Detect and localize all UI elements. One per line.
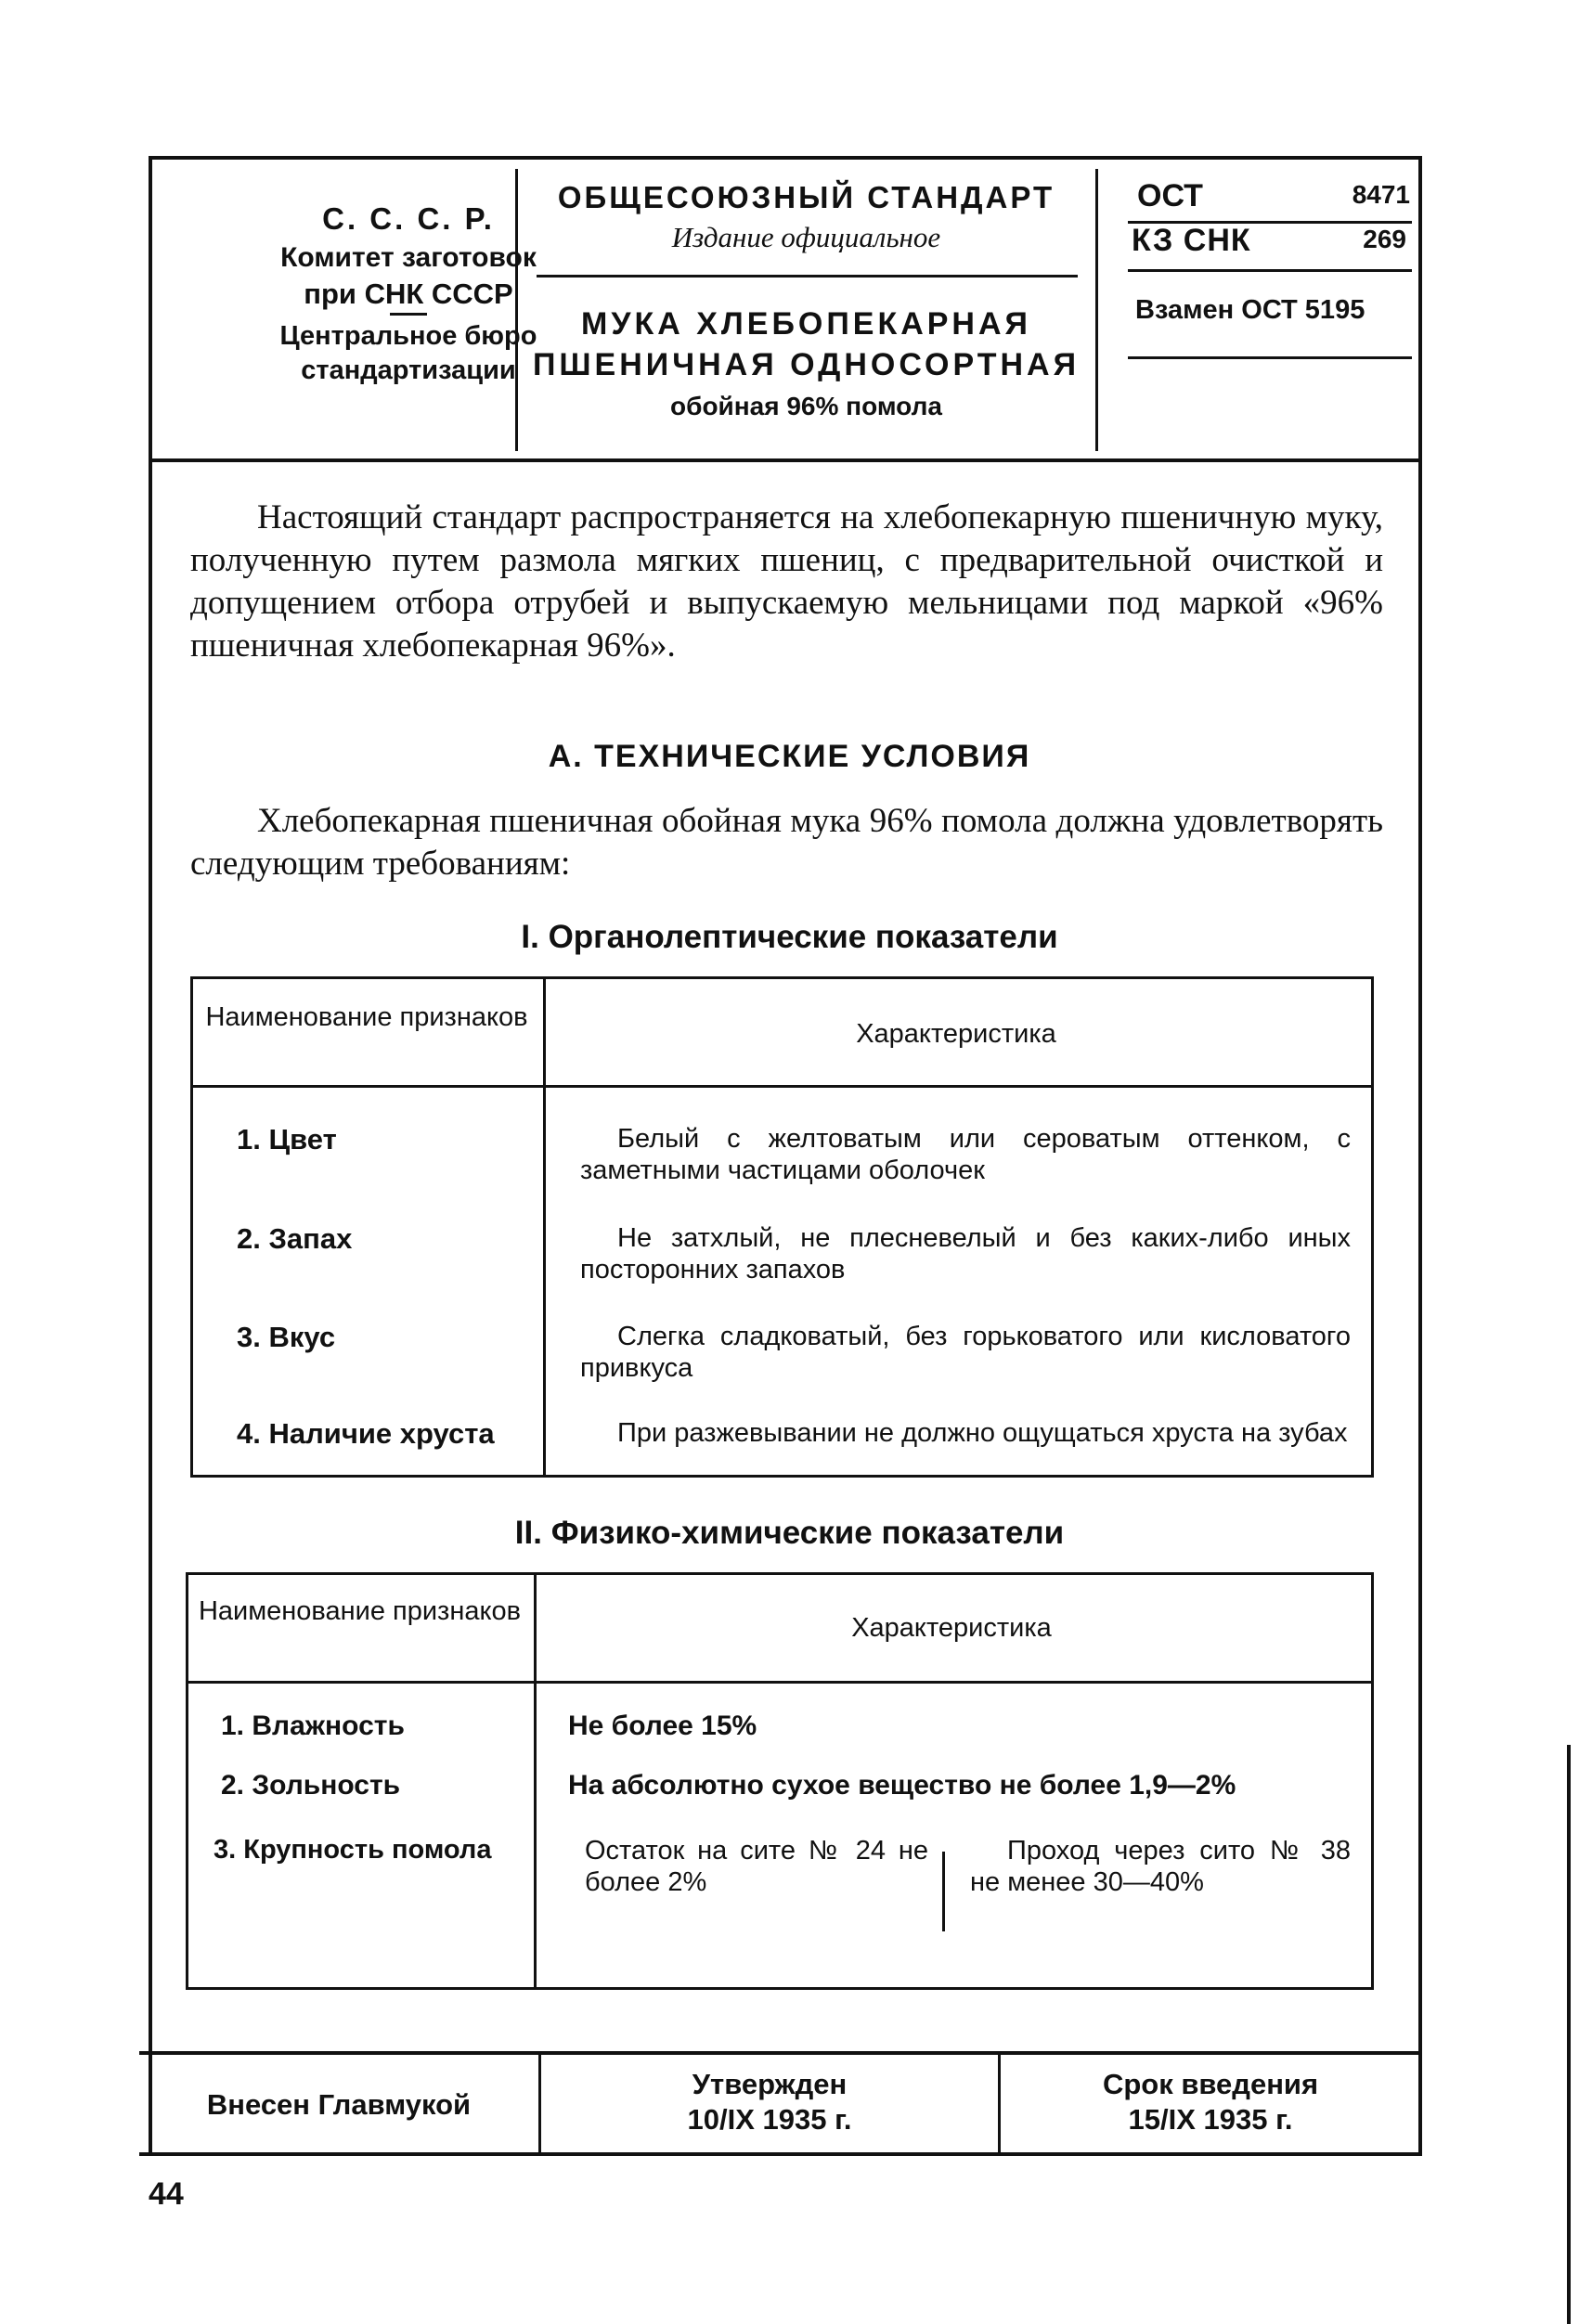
org-dash — [390, 313, 427, 316]
replaces-standard: Взамен ОСТ 5195 — [1135, 295, 1365, 325]
table1-border-left — [190, 979, 193, 1475]
requirements-text: Хлебопекарная пшеничная обойная мука 96% помола должна удовлетворять следующим требованиям: — [190, 802, 1383, 883]
table-row-name: 1. Влажность — [221, 1711, 405, 1741]
table-row-name: 3. Крупность помола — [214, 1835, 492, 1865]
table-row-desc-left: Остаток на сите № 24 не более 2% — [585, 1836, 928, 1897]
table2-header-rule — [186, 1681, 1374, 1684]
standard-code-block — [1119, 160, 1416, 466]
standard-separator — [537, 275, 1078, 278]
product-name-line3: обойная 96% помола — [670, 392, 942, 420]
org-bureau: Центральное бюро — [279, 321, 537, 351]
effective-label: Срок введения — [1102, 2068, 1319, 2100]
page-number: 44 — [149, 2176, 184, 2212]
ost-label: ОСТ — [1137, 178, 1203, 213]
approved-label: Утвержден — [692, 2068, 848, 2100]
table1-col1-header: Наименование признаков — [205, 1002, 528, 1032]
org-council: при СНК СССР — [304, 278, 513, 310]
header-divider-right — [1095, 169, 1098, 451]
approval-footer — [139, 2051, 1420, 2156]
table-row-name: 3. Вкус — [237, 1321, 336, 1353]
product-name-line1: МУКА ХЛЕБОПЕКАРНАЯ — [581, 306, 1031, 342]
table1-col2-header: Характеристика — [856, 1019, 1056, 1049]
code-separator — [1128, 269, 1412, 272]
org-committee: Комитет заготовок — [280, 242, 537, 273]
intro-text: Настоящий стандарт распространяется на хлебопекарную пшеничную муку, полученную путем размола мягких пшениц, с предварительной очисткой и допущением отбора отрубей и выпускаемую мельницами под маркой «96% пшеничная хлебопекарная 96%». — [190, 498, 1383, 665]
table-row-desc: Не затхлый, не плесневелый и без каких-либо иных посторонних запахов — [580, 1223, 1351, 1285]
physicochemical-table — [186, 1572, 1374, 1990]
standard-title-block — [525, 160, 1087, 466]
table2-column-divider — [534, 1575, 537, 1987]
table1-title: I. Органолептические показатели — [521, 919, 1058, 955]
table1-column-divider — [543, 979, 546, 1475]
kz-label: КЗ СНК — [1132, 223, 1251, 258]
table-row-desc: На абсолютно сухое вещество не более 1,9—2% — [568, 1770, 1236, 1801]
table-row-desc: Слегка сладковатый, без горьковатого или кисловатого привкуса — [580, 1322, 1351, 1383]
table2-title: II. Физико-химические показатели — [514, 1515, 1065, 1551]
standard-type: ОБЩЕСОЮЗНЫЙ СТАНДАРТ — [557, 180, 1055, 214]
code-separator-2 — [1128, 356, 1412, 359]
table-row-desc: При разжевывании не должно ощущаться хруста на зубах — [617, 1418, 1348, 1448]
table2-col2-header: Характеристика — [851, 1613, 1052, 1643]
table-row-name: 1. Цвет — [237, 1123, 337, 1156]
table-row-name: 2. Зольность — [221, 1770, 401, 1801]
document-header — [149, 156, 1422, 462]
organoleptic-table — [190, 976, 1374, 1478]
standard-edition: Издание официальное — [671, 221, 941, 253]
effective-date: 15/IX 1935 г. — [1128, 2103, 1293, 2136]
ost-number: 8471 — [1352, 180, 1410, 209]
table2-col1-header: Наименование признаков — [198, 1596, 522, 1626]
table-row-name: 4. Наличие хруста — [237, 1417, 495, 1450]
scan-edge-line — [1567, 1745, 1571, 2324]
kz-number: 269 — [1363, 225, 1406, 253]
table2-sub-divider — [942, 1852, 945, 1931]
product-name-line2: ПШЕНИЧНАЯ ОДНОСОРТНАЯ — [532, 347, 1081, 382]
table2-border-left — [186, 1575, 188, 1987]
table-row-name: 2. Запах — [237, 1222, 353, 1255]
table2-border-right — [1371, 1575, 1374, 1987]
table-row-desc: Не более 15% — [568, 1711, 757, 1741]
table1-header-rule — [190, 1085, 1374, 1088]
org-country: С. С. С. Р. — [322, 201, 495, 236]
org-bureau-sub: стандартизации — [301, 355, 516, 385]
table1-border-right — [1371, 979, 1374, 1475]
requirements-paragraph — [190, 800, 1383, 885]
submitted-by: Внесен Главмукой — [206, 2088, 472, 2121]
table-row-desc-right: Проход через сито № 38 не менее 30—40% — [970, 1836, 1351, 1897]
section-a-title: А. ТЕХНИЧЕСКИЕ УСЛОВИЯ — [548, 739, 1031, 774]
table-row-desc: Белый с желтоватым или сероватым оттенком, с заметными частицами оболочек — [580, 1124, 1351, 1185]
approved-date: 10/IX 1935 г. — [687, 2103, 852, 2136]
intro-paragraph — [190, 497, 1383, 667]
